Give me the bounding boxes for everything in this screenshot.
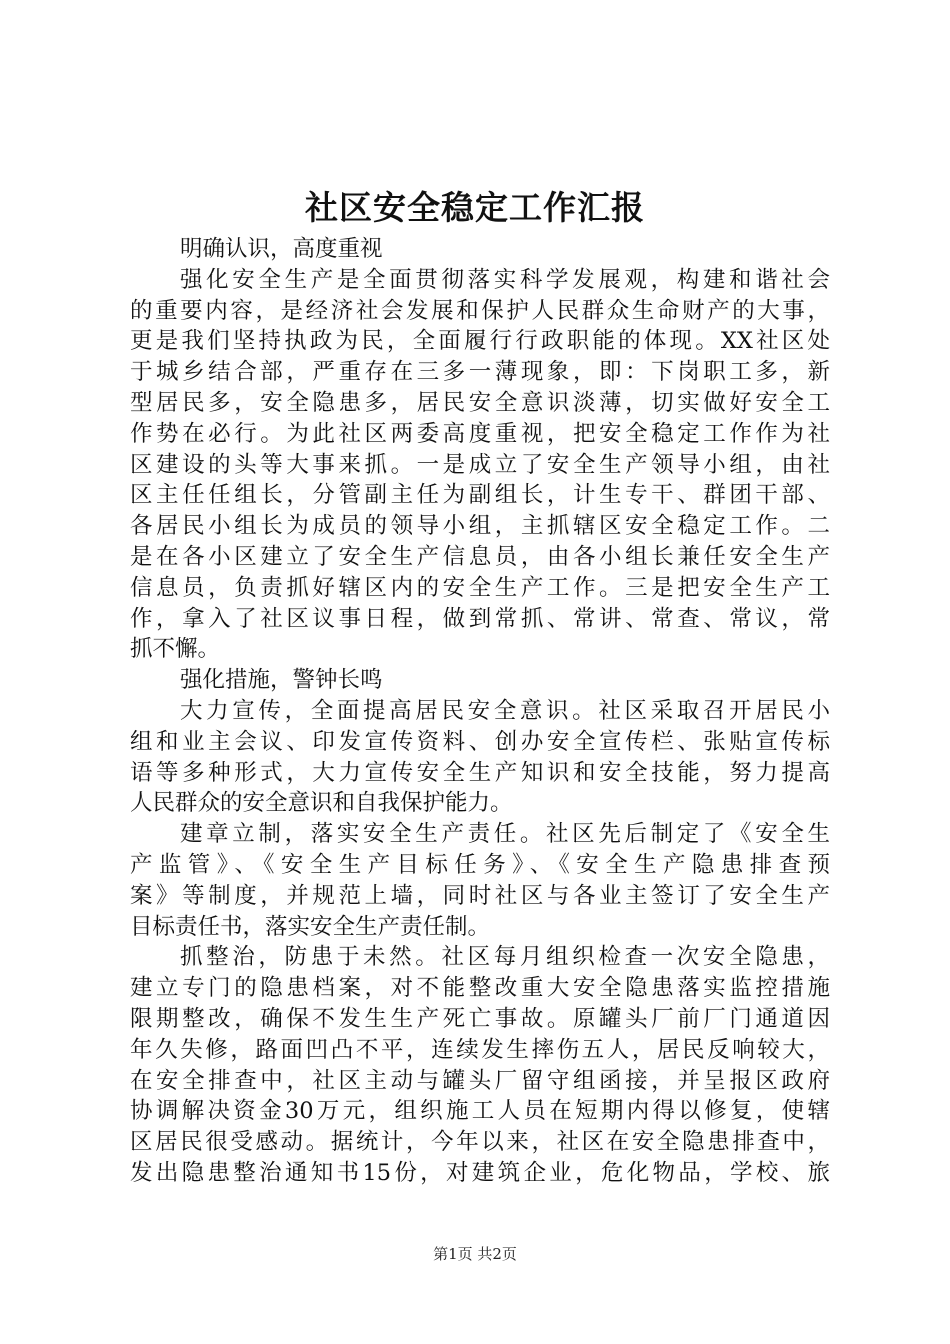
- paragraph-line: 作，拿入了社区议事日程，做到常抓、常讲、常查、常议，常: [130, 605, 830, 632]
- paragraph-line: 在安全排查中，社区主动与罐头厂留守组函接，并呈报区政府: [130, 1067, 830, 1094]
- paragraph-line: 建立专门的隐患档案，对不能整改重大安全隐患落实监控措施: [130, 975, 830, 1002]
- paragraph-line: 作势在必行。为此社区两委高度重视，把安全稳定工作作为社: [130, 420, 830, 447]
- paragraph-line: 产监管》、《安全生产目标任务》、《安全生产隐患排查预: [130, 851, 830, 878]
- paragraph-line: 大力宣传，全面提高居民安全意识。社区采取召开居民小: [180, 697, 830, 724]
- paragraph-line: 组和业主会议、印发宣传资料、创办安全宣传栏、张贴宣传标: [130, 728, 830, 755]
- paragraph-line: 是在各小区建立了安全生产信息员，由各小组长兼任安全生产: [130, 543, 830, 570]
- paragraph-line: 抓整治，防患于未然。社区每月组织检查一次安全隐患，: [180, 944, 830, 971]
- paragraph-line: 限期整改，确保不发生生产死亡事故。原罐头厂前厂门通道因: [130, 1005, 830, 1032]
- paragraph-line: 发出隐患整治通知书15份，对建筑企业，危化物品，学校、旅: [130, 1159, 830, 1186]
- section-heading-1: 明确认识，高度重视: [180, 236, 383, 262]
- paragraph-line: 目标责任书，落实安全生产责任制。: [130, 913, 491, 940]
- page-number-footer: 第1页 共2页: [433, 1245, 517, 1263]
- paragraph-line: 强化安全生产是全面贯彻落实科学发展观，构建和谐社会: [180, 266, 830, 293]
- paragraph-line: 年久失修，路面凹凸不平，连续发生摔伤五人，居民反响较大，: [130, 1036, 830, 1063]
- paragraph-line: 的重要内容，是经济社会发展和保护人民群众生命财产的大事，: [130, 297, 830, 324]
- paragraph-line: 人民群众的安全意识和自我保护能力。: [130, 790, 513, 817]
- paragraph-line: 建章立制，落实安全生产责任。社区先后制定了《安全生: [180, 821, 830, 848]
- paragraph-line: 案》等制度，并规范上墙，同时社区与各业主签订了安全生产: [130, 882, 830, 909]
- paragraph-line: 抓不懈。: [130, 636, 221, 663]
- paragraph-line: 语等多种形式，大力宣传安全生产知识和安全技能，努力提高: [130, 759, 830, 786]
- paragraph-line: 区居民很受感动。据统计，今年以来，社区在安全隐患排查中，: [130, 1129, 830, 1156]
- paragraph-line: 于城乡结合部，严重存在三多一薄现象，即：下岗职工多，新: [130, 359, 830, 386]
- paragraph-line: 更是我们坚持执政为民，全面履行行政职能的体现。XX社区处: [130, 328, 830, 355]
- paragraph-line: 各居民小组长为成员的领导小组，主抓辖区安全稳定工作。二: [130, 513, 830, 540]
- paragraph-line: 信息员，负责抓好辖区内的安全生产工作。三是把安全生产工: [130, 574, 830, 601]
- paragraph-line: 协调解决资金30万元，组织施工人员在短期内得以修复，使辖: [130, 1098, 830, 1125]
- paragraph-line: 区主任任组长，分管副主任为副组长，计生专干、群团干部、: [130, 482, 830, 509]
- section-heading-2: 强化措施，警钟长鸣: [180, 667, 383, 694]
- document-title: 社区安全稳定工作汇报: [305, 188, 645, 227]
- paragraph-line: 型居民多，安全隐患多，居民安全意识淡薄，切实做好安全工: [130, 389, 830, 416]
- paragraph-line: 区建设的头等大事来抓。一是成立了安全生产领导小组，由社: [130, 451, 830, 478]
- document-body: [130, 234, 830, 1189]
